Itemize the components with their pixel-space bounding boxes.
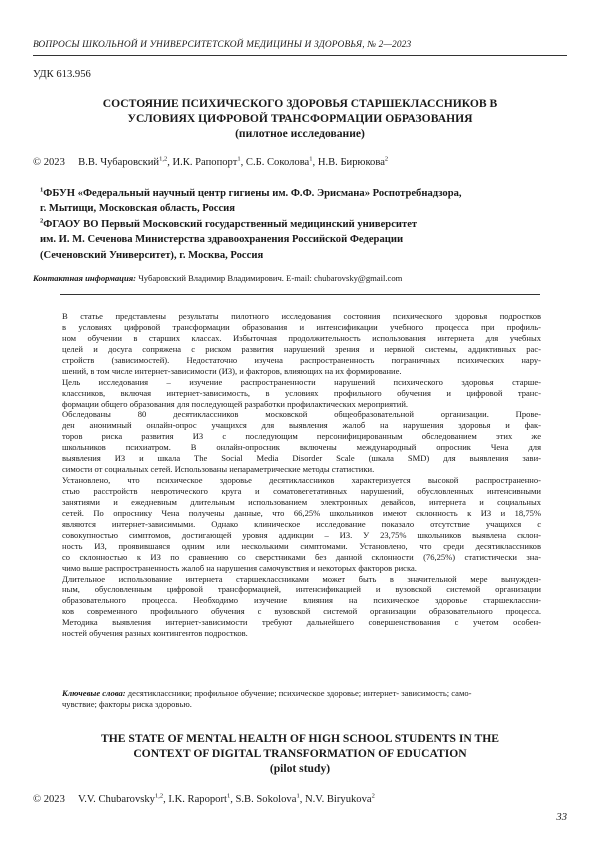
author-separator: , bbox=[163, 794, 169, 805]
author-affiliation-marker: 2 bbox=[371, 792, 375, 800]
running-header: ВОПРОСЫ ШКОЛЬНОЙ И УНИВЕРСИТЕТСКОЙ МЕДИЦИНЫ И ЗДОРОВЬЯ, № 2—2023 bbox=[33, 40, 412, 50]
abstract-line: стью расстройств невротического круга и соматовегетативных нарушений, обусловленных интенсивными bbox=[62, 486, 541, 496]
authors-ru bbox=[33, 157, 388, 168]
abstract-line: школьников психиатром. В онлайн-опросник включены международный опросник Чена для bbox=[62, 442, 541, 453]
copyright-year: © 2023 bbox=[33, 157, 65, 168]
abstract-line: ков современного профильного обучения с вузовской системой организации образовательного процесса. bbox=[62, 606, 541, 617]
abstract-line: Длительное использование интернета старшеклассниками может быть в значительной мере вынужден- bbox=[62, 573, 541, 584]
page-number: 33 bbox=[556, 812, 567, 823]
author-name: С.Б. Соколова bbox=[245, 157, 310, 168]
affiliation-text: (Сеченовский Университет), г. Москва, Россия bbox=[40, 249, 264, 261]
affiliation-line bbox=[40, 217, 560, 232]
contact-label: Контактная информация: bbox=[33, 273, 137, 283]
author-separator: , bbox=[312, 157, 318, 168]
author-affiliation-marker: 1,2 bbox=[154, 792, 164, 800]
abstract-line: совокупностью симптомов, достигающей уровня аддикции – ИЗ. У 23,75% школьников выявлена склон- bbox=[62, 529, 541, 540]
article-title-en bbox=[60, 731, 540, 777]
abstract-line: со склонностью к ИЗ по сравнению со сверстниками без данной склонности (76,25%) статистически зна- bbox=[62, 551, 541, 562]
author-name: S.B. Sokolova bbox=[235, 794, 297, 805]
abstract-line: ностей обучения разных контингентов подростков. bbox=[62, 628, 248, 639]
author-affiliation-marker: 2 bbox=[384, 155, 389, 163]
abstract-line: в условиях цифровой трансформации образования и интенсификации учебного процесса при профиль- bbox=[62, 321, 541, 332]
keywords-label: Ключевые слова: bbox=[62, 688, 126, 698]
abstract-line: формации общего образования для последующей разработки профилактических мероприятий. bbox=[62, 398, 409, 409]
abstract-line: ном обучении в старших классах. Избыточная продолжительность использования интернета для учебных bbox=[62, 332, 541, 343]
abstract-line: являются интернет-зависимыми. Однако клиническое исследование показало отсутствие учащихся с bbox=[62, 518, 541, 529]
abstract-line: сетей. По опроснику Чена получены данные, что 66,25% школьников имеют склонность к ИЗ и 18,75% bbox=[62, 507, 541, 518]
affiliations bbox=[40, 186, 560, 263]
affiliation-text: г. Мытищи, Московская область, Россия bbox=[40, 203, 235, 215]
author-name: I.K. Rapoport bbox=[168, 794, 227, 805]
keywords-text: десятиклассники; профильное обучение; психическое здоровье; интернет- зависимость; само- bbox=[127, 688, 472, 698]
affiliation-text: ФГАОУ ВО Первый Московский государственный медицинский университет bbox=[43, 218, 418, 230]
author-affiliation-marker: 1 bbox=[309, 155, 313, 163]
affiliation-marker: 1 bbox=[40, 186, 44, 194]
author-affiliation-marker: 1 bbox=[226, 792, 231, 800]
author-list-ru bbox=[78, 157, 388, 168]
author-name: V.V. Chubarovsky bbox=[77, 794, 155, 805]
abstract-line: ным, обусловленным цифровой трансформацией, интенсификацией и вузовской системой организации bbox=[62, 584, 541, 595]
author-separator: , bbox=[230, 794, 236, 805]
contact-text: Чубаровский Владимир Владимирович. E-mail: chubarovsky@gmail.com bbox=[138, 273, 403, 283]
affiliation-text: ФБУН «Федеральный научный центр гигиены им. Ф.Ф. Эрисмана» Роспотребнадзора, bbox=[43, 188, 462, 199]
author-affiliation-marker: 1 bbox=[237, 155, 241, 163]
title-ru-line: СОСТОЯНИЕ ПСИХИЧЕСКОГО ЗДОРОВЬЯ СТАРШЕКЛАССНИКОВ В bbox=[102, 97, 498, 110]
abstract-line: Установлено, что психическое здоровье десятиклассников характеризуется высокой распространенно- bbox=[62, 475, 541, 486]
title-ru-subtitle: (пилотное исследование) bbox=[235, 127, 365, 140]
abstract-line: торов риска развития ИЗ с последующим персонифицированным обследованием этих же bbox=[62, 431, 541, 442]
abstract bbox=[62, 311, 541, 639]
abstract-line: В статье представлены результаты пилотного исследования состояния психического здоровья подростков bbox=[62, 311, 541, 321]
title-en-line: CONTEXT OF DIGITAL TRANSFORMATION OF EDUCATION bbox=[133, 747, 467, 761]
author-name: И.К. Рапопорт bbox=[172, 157, 238, 168]
author-affiliation-marker: 1 bbox=[296, 792, 300, 800]
author-list-en bbox=[78, 794, 375, 805]
abstract-line: симости от социальных сетей. Использованы непараметрические методы статистики. bbox=[62, 464, 375, 475]
udk-code: УДК 613.956 bbox=[33, 69, 91, 80]
keywords-line: чувствие; факторы риска здоровью. bbox=[62, 699, 192, 709]
author-separator: , bbox=[299, 794, 305, 805]
abstract-line: Методика выявления интернет-зависимости требуют дальнейшего совершенствования с учетом особен- bbox=[62, 617, 541, 628]
abstract-line: выявления ИЗ и шкала The Social Media Disorder Scale (шкала SMD) для выявления зави- bbox=[62, 453, 541, 464]
abstract-line: классников, включая интернет-зависимость, в условиях профильного обучения и цифровой транс- bbox=[62, 387, 541, 398]
abstract-line: ден анонимный онлайн-опрос учащихся для выявления жалоб на нарушения здоровья и фак- bbox=[62, 420, 541, 431]
abstract-line: занятиями и ежедневным длительным использованием электронных девайсов, интернета и социальных bbox=[62, 496, 541, 507]
affiliation-text: им. И. М. Сеченова Министерства здравоохранения Российской Федерации bbox=[40, 234, 404, 246]
abstract-line: Обследованы 80 десятиклассников московской общеобразовательной организации. Прове- bbox=[62, 409, 541, 420]
title-ru-line: УСЛОВИЯХ ЦИФРОВОЙ ТРАНСФОРМАЦИИ ОБРАЗОВАНИЯ bbox=[127, 112, 473, 125]
keywords bbox=[62, 688, 541, 710]
keywords-line bbox=[62, 688, 541, 699]
abstract-line: целей и досуга сопряжена с риском развития нарушений зрения и нервной системы, аддиктивных рас- bbox=[62, 343, 541, 354]
title-en-line: THE STATE OF MENTAL HEALTH OF HIGH SCHOOL STUDENTS IN THE bbox=[101, 732, 499, 745]
title-en-subtitle: (pilot study) bbox=[269, 762, 331, 776]
affiliation-line bbox=[40, 201, 560, 216]
author-name: В.В. Чубаровский bbox=[78, 157, 160, 168]
author-affiliation-marker: 1,2 bbox=[159, 155, 168, 163]
section-divider bbox=[60, 294, 540, 295]
copyright-year: © 2023 bbox=[33, 794, 65, 805]
contact-info bbox=[33, 273, 402, 283]
author-separator: , bbox=[240, 157, 246, 168]
abstract-line: стройств (зависимостей). Недостаточно изучена распространенность пограничных психических нару- bbox=[62, 354, 541, 365]
abstract-line: Цель исследования – изучение распространенности нарушений психического здоровья старше- bbox=[62, 376, 541, 387]
author-separator: , bbox=[167, 157, 173, 168]
abstract-line: образовательного процесса. Необходимо изучение влияния на психическое здоровье старшеклассни- bbox=[62, 595, 541, 606]
authors-en bbox=[33, 794, 375, 805]
affiliation-line bbox=[40, 186, 560, 201]
abstract-line: шений, в том числе интернет-зависимости (ИЗ), и факторов, влияющих на их формирование. bbox=[62, 365, 402, 376]
abstract-line: ность ИЗ, проявившаяся одним или несколькими симптомами. Установлено, что среди десятиклассников bbox=[62, 540, 541, 551]
affiliation-marker: 2 bbox=[40, 217, 44, 225]
affiliation-line bbox=[40, 232, 560, 247]
abstract-line: чимо выше распространенность жалоб на нарушения самочувствия и некоторых факторов риска. bbox=[62, 562, 417, 573]
author-name: Н.В. Бирюкова bbox=[317, 157, 385, 168]
header-divider bbox=[33, 55, 567, 56]
author-name: N.V. Biryukova bbox=[304, 794, 372, 805]
article-title-ru bbox=[60, 96, 540, 141]
affiliation-line bbox=[40, 248, 560, 263]
